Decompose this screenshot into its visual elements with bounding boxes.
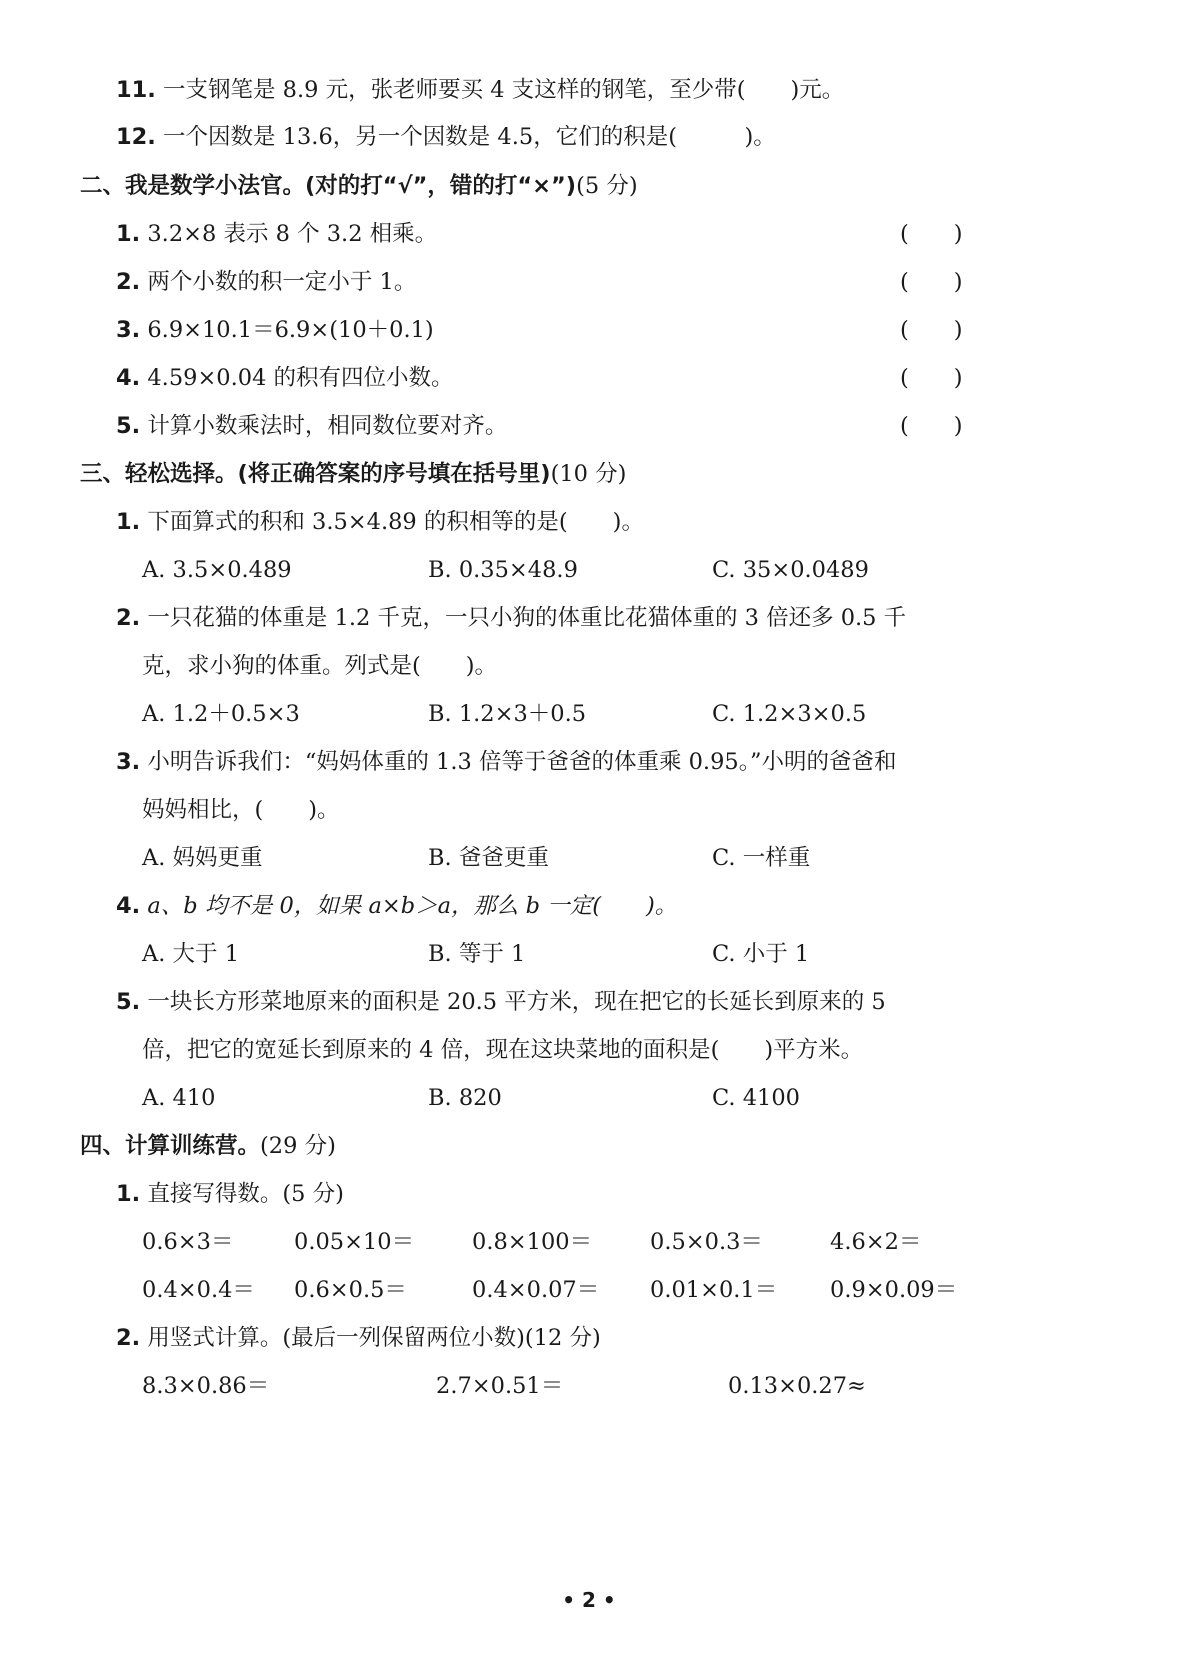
question-11 bbox=[116, 76, 844, 104]
vertical-calc-item: 8.3×0.86＝ bbox=[142, 1373, 270, 1399]
question-text: 一只花猫的体重是 1.2 千克，一只小狗的体重比花猫体重的 3 倍还多 0.5 千 bbox=[147, 605, 907, 631]
option-c: C. 35×0.0489 bbox=[712, 557, 869, 583]
section-points: (29 分) bbox=[260, 1133, 336, 1159]
subsection-text: 直接写得数。(5 分) bbox=[147, 1181, 344, 1207]
choice-question-5 bbox=[116, 988, 886, 1016]
answer-paren[interactable]: ( ) bbox=[900, 365, 963, 391]
question-number: 5. bbox=[116, 989, 141, 1015]
question-number: 2. bbox=[116, 605, 141, 631]
vertical-calc-item: 2.7×0.51＝ bbox=[436, 1373, 564, 1399]
option-a: A. 3.5×0.489 bbox=[142, 557, 292, 583]
option-a: A. 妈妈更重 bbox=[142, 845, 263, 871]
judge-item-1 bbox=[116, 220, 437, 248]
question-text-continued: 克，求小狗的体重。列式是( )。 bbox=[142, 653, 498, 679]
option-c: C. 4100 bbox=[712, 1085, 800, 1111]
section-2-title bbox=[80, 172, 638, 200]
section-title-text: 四、计算训练营。 bbox=[80, 1133, 261, 1159]
question-text: 下面算式的积和 3.5×4.89 的积相等的是( )。 bbox=[147, 509, 644, 535]
section-title-text: 二、我是数学小法官。(对的打“√”，错的打“×”) bbox=[80, 173, 577, 199]
question-text: 一支钢笔是 8.9 元，张老师要买 4 支这样的钢笔，至少带( )元。 bbox=[163, 77, 845, 103]
calc-item: 0.8×100＝ bbox=[472, 1229, 593, 1255]
option-a: A. 1.2＋0.5×3 bbox=[142, 701, 300, 727]
item-number: 1. bbox=[116, 221, 141, 247]
option-b: B. 0.35×48.9 bbox=[428, 557, 578, 583]
subsection-number: 2. bbox=[116, 1325, 141, 1351]
option-a: A. 410 bbox=[142, 1085, 216, 1111]
item-text: 两个小数的积一定小于 1。 bbox=[147, 269, 417, 295]
question-number: 1. bbox=[116, 509, 141, 535]
choice-question-4 bbox=[116, 892, 677, 920]
answer-paren[interactable]: ( ) bbox=[900, 413, 963, 439]
choice-question-2 bbox=[116, 604, 906, 632]
option-b: B. 1.2×3＋0.5 bbox=[428, 701, 587, 727]
calc-item: 0.01×0.1＝ bbox=[650, 1277, 778, 1303]
item-number: 4. bbox=[116, 365, 141, 391]
choice-question-1 bbox=[116, 508, 644, 536]
calc-item: 0.4×0.4＝ bbox=[142, 1277, 255, 1303]
item-text: 6.9×10.1＝6.9×(10＋0.1) bbox=[147, 317, 434, 343]
answer-paren[interactable]: ( ) bbox=[900, 221, 963, 247]
item-number: 2. bbox=[116, 269, 141, 295]
question-text: 一个因数是 13.6，另一个因数是 4.5，它们的积是( )。 bbox=[163, 124, 776, 150]
question-text-continued: 倍，把它的宽延长到原来的 4 倍，现在这块菜地的面积是( )平方米。 bbox=[142, 1037, 864, 1063]
calc-item: 0.6×3＝ bbox=[142, 1229, 234, 1255]
item-number: 5. bbox=[116, 413, 141, 439]
item-number: 3. bbox=[116, 317, 141, 343]
option-b: B. 爸爸更重 bbox=[428, 845, 549, 871]
option-c: C. 小于 1 bbox=[712, 941, 810, 967]
option-c: C. 1.2×3×0.5 bbox=[712, 701, 867, 727]
question-number: 4. bbox=[116, 893, 141, 919]
option-a: A. 大于 1 bbox=[142, 941, 240, 967]
answer-paren[interactable]: ( ) bbox=[900, 269, 963, 295]
judge-item-3 bbox=[116, 316, 434, 344]
question-number: 11. bbox=[116, 77, 156, 103]
item-text: 3.2×8 表示 8 个 3.2 相乘。 bbox=[147, 221, 438, 247]
subsection-text: 用竖式计算。(最后一列保留两位小数)(12 分) bbox=[147, 1325, 601, 1351]
vertical-calc-item: 0.13×0.27≈ bbox=[728, 1373, 866, 1399]
answer-paren[interactable]: ( ) bbox=[900, 317, 963, 343]
subsection-number: 1. bbox=[116, 1181, 141, 1207]
question-text: 小明告诉我们：“妈妈体重的 1.3 倍等于爸爸的体重乘 0.95。”小明的爸爸和 bbox=[147, 749, 897, 775]
calc-item: 4.6×2＝ bbox=[830, 1229, 922, 1255]
question-text-continued: 妈妈相比，( )。 bbox=[142, 797, 340, 823]
calc-item: 0.5×0.3＝ bbox=[650, 1229, 763, 1255]
calc-item: 0.6×0.5＝ bbox=[294, 1277, 407, 1303]
question-text: 一块长方形菜地原来的面积是 20.5 平方米，现在把它的长延长到原来的 5 bbox=[147, 989, 886, 1015]
judge-item-2 bbox=[116, 268, 416, 296]
section-3-title bbox=[80, 460, 626, 488]
choice-question-3 bbox=[116, 748, 896, 776]
item-text: 4.59×0.04 的积有四位小数。 bbox=[147, 365, 454, 391]
section-4-title bbox=[80, 1132, 336, 1160]
section-title-text: 三、轻松选择。(将正确答案的序号填在括号里) bbox=[80, 461, 551, 487]
page-number: • 2 • bbox=[562, 1588, 616, 1612]
calc-item: 0.9×0.09＝ bbox=[830, 1277, 958, 1303]
calc-item: 0.4×0.07＝ bbox=[472, 1277, 600, 1303]
option-b: B. 等于 1 bbox=[428, 941, 526, 967]
option-b: B. 820 bbox=[428, 1085, 502, 1111]
subsection-2 bbox=[116, 1324, 601, 1352]
judge-item-4 bbox=[116, 364, 454, 392]
question-number: 3. bbox=[116, 749, 141, 775]
option-c: C. 一样重 bbox=[712, 845, 811, 871]
calc-item: 0.05×10＝ bbox=[294, 1229, 415, 1255]
section-points: (10 分) bbox=[550, 461, 627, 487]
judge-item-5 bbox=[116, 412, 507, 440]
item-text: 计算小数乘法时，相同数位要对齐。 bbox=[147, 413, 508, 439]
question-number: 12. bbox=[116, 124, 156, 150]
question-text: a、b 均不是 0，如果 a×b＞a，那么 b 一定( )。 bbox=[147, 893, 678, 919]
section-points: (5 分) bbox=[576, 173, 638, 199]
subsection-1 bbox=[116, 1180, 344, 1208]
question-12 bbox=[116, 123, 776, 151]
